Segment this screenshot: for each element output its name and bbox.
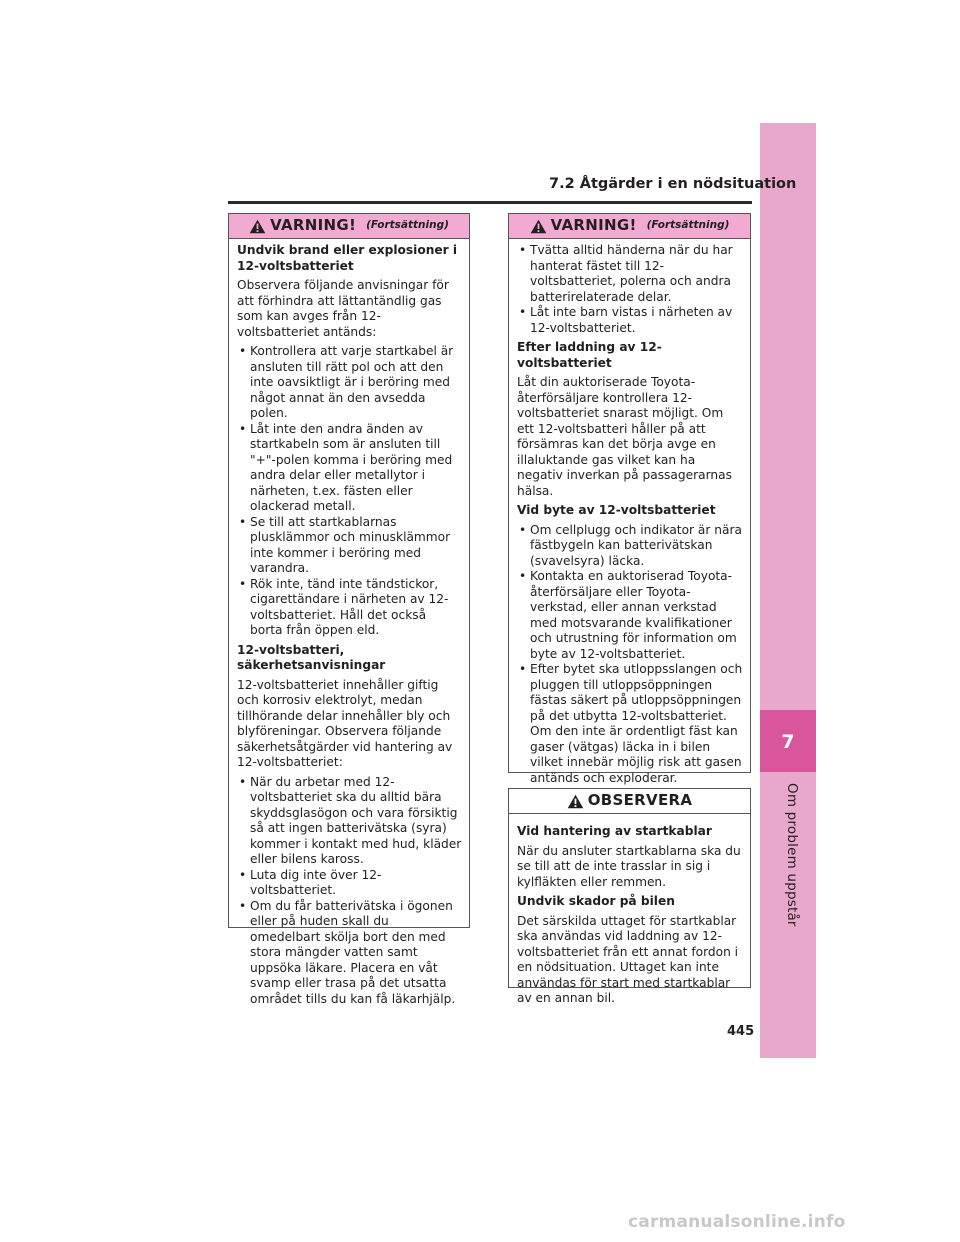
notice-triangle-icon [567, 794, 584, 809]
watermark: carmanualsonline.info [628, 1212, 846, 1232]
section-heading: Vid byte av 12-voltsbatteriet [517, 503, 716, 517]
list-item: • Kontrollera att varje startkabel är ansluten till rätt pol och att den inte oavsiktligt är i beröring med något annat än den avsedda polen. [237, 344, 462, 422]
page-number: 445 [727, 1024, 755, 1039]
list-item: • Rök inte, tänd inte tändstickor, cigarettändare i närheten av 12-voltsbatteriet. Håll det också borta från öppen eld. [237, 577, 462, 639]
chapter-side-tab [760, 123, 816, 1058]
chapter-label: Om problem uppstår [784, 783, 800, 927]
list-item: • Om cellplugg och indikator är nära fästbygeln kan batterivätskan (svavelsyra) läcka. [517, 523, 743, 570]
warning-header [229, 214, 469, 239]
notice-header [509, 789, 750, 814]
warning-triangle-icon [530, 219, 547, 234]
section-heading: Vid hantering av startkablar [517, 824, 712, 838]
bullet-list [237, 344, 462, 639]
bullet-list [517, 243, 743, 336]
list-item: • Se till att startkablarnas plusklämmor och minusklämmor inte kommer i beröring med varandra. [237, 515, 462, 577]
warning-header [509, 214, 750, 239]
warning-subtitle: (Fortsättning) [366, 219, 449, 232]
warning-box-right [508, 213, 751, 785]
section-title: 7.2 Åtgärder i en nödsituation [549, 176, 797, 192]
list-item: • När du arbetar med 12-voltsbatteriet ska du alltid bära skyddsglasögon och vara försiktig så att ingen batterivätska (syra) kommer i kontakt med hud, kläder eller bilens kaross. [237, 775, 462, 868]
section-heading: 12-voltsbatteri, säkerhetsanvisningar [237, 642, 386, 672]
warning-title: VARNING! [550, 216, 637, 235]
paragraph: Det särskilda uttaget för startkablar ska användas vid laddning av 12-voltsbatteriet från ett annat fordon i en nödsituation. Uttaget kan inte användas för start med startkablar av en annan bil. [517, 913, 739, 1005]
section-heading: Undvik brand eller explosioner i 12-voltsbatteriet [237, 243, 458, 273]
warning-title: VARNING! [270, 216, 357, 235]
paragraph: När du ansluter startkablarna ska du se till att de inte trasslar in sig i kylfläkten eller remmen. [517, 843, 741, 889]
warning-triangle-icon [249, 219, 266, 234]
list-item: • Efter bytet ska utloppsslangen och pluggen till utloppsöppningen fästas säkert på utloppsöppningen på det utbytta 12-voltsbatteriet. Om den inte är ordentligt fäst kan gaser (vätgas) läcka in i bilen vilket innebär möjlig risk att gasen antänds och exploderar. [517, 662, 743, 786]
notice-title: OBSERVERA [587, 791, 693, 810]
bullet-list [237, 775, 462, 1008]
notice-box [508, 788, 751, 1005]
list-item: • Kontakta en auktoriserad Toyota-återförsäljare eller Toyota-verkstad, eller annan verkstad med motsvarande kvalifikationer och utrustning för information om byte av 12-voltsbatteriet. [517, 569, 743, 662]
section-heading: Undvik skador på bilen [517, 894, 675, 908]
list-item: • Luta dig inte över 12-voltsbatteriet. [237, 868, 462, 899]
paragraph: 12-voltsbatteriet innehåller giftig och korrosiv elektrolyt, medan tillhörande delar innehåller bly och blyföreningar. Observera följande säkerhetsåtgärder vid hantering av 12-voltsbatteriet: [237, 677, 453, 769]
bullet-list [517, 523, 743, 787]
list-item: • Tvätta alltid händerna när du har hanterat fästet till 12-voltsbatteriet, polerna och andra batterirelaterade delar. [517, 243, 743, 305]
warning-subtitle: (Fortsättning) [646, 219, 730, 232]
list-item: • Om du får batterivätska i ögonen eller på huden skall du omedelbart skölja bort den med stora mängder vatten samt uppsöka läkare. Placera en våt svamp eller trasa på det utsatta området tills du kan få läkarhjälp. [237, 899, 462, 1008]
section-heading: Efter laddning av 12-voltsbatteriet [517, 340, 662, 370]
paragraph: Låt din auktoriserade Toyota-återförsäljare kontrollera 12-voltsbatteriet snarast möjligt. Om ett 12-voltsbatteri håller på att försämras kan det börja avge en illaluktande gas vilket kan ha negativ inverkan på passagerarnas hälsa. [517, 375, 732, 498]
list-item: • Låt inte den andra änden av startkabeln som är ansluten till "+"-polen komma i beröring med andra delar eller metallytor i närheten, t.ex. fästen eller olackerad metall. [237, 422, 462, 515]
warning-box-left [228, 213, 470, 1006]
list-item: • Låt inte barn vistas i närheten av 12-voltsbatteriet. [517, 305, 743, 336]
paragraph: Observera följande anvisningar för att förhindra att lättantändlig gas som kan avges från 12-voltsbatteriet antänds: [237, 278, 449, 339]
header-rule [228, 201, 752, 204]
chapter-number: 7 [760, 710, 816, 772]
